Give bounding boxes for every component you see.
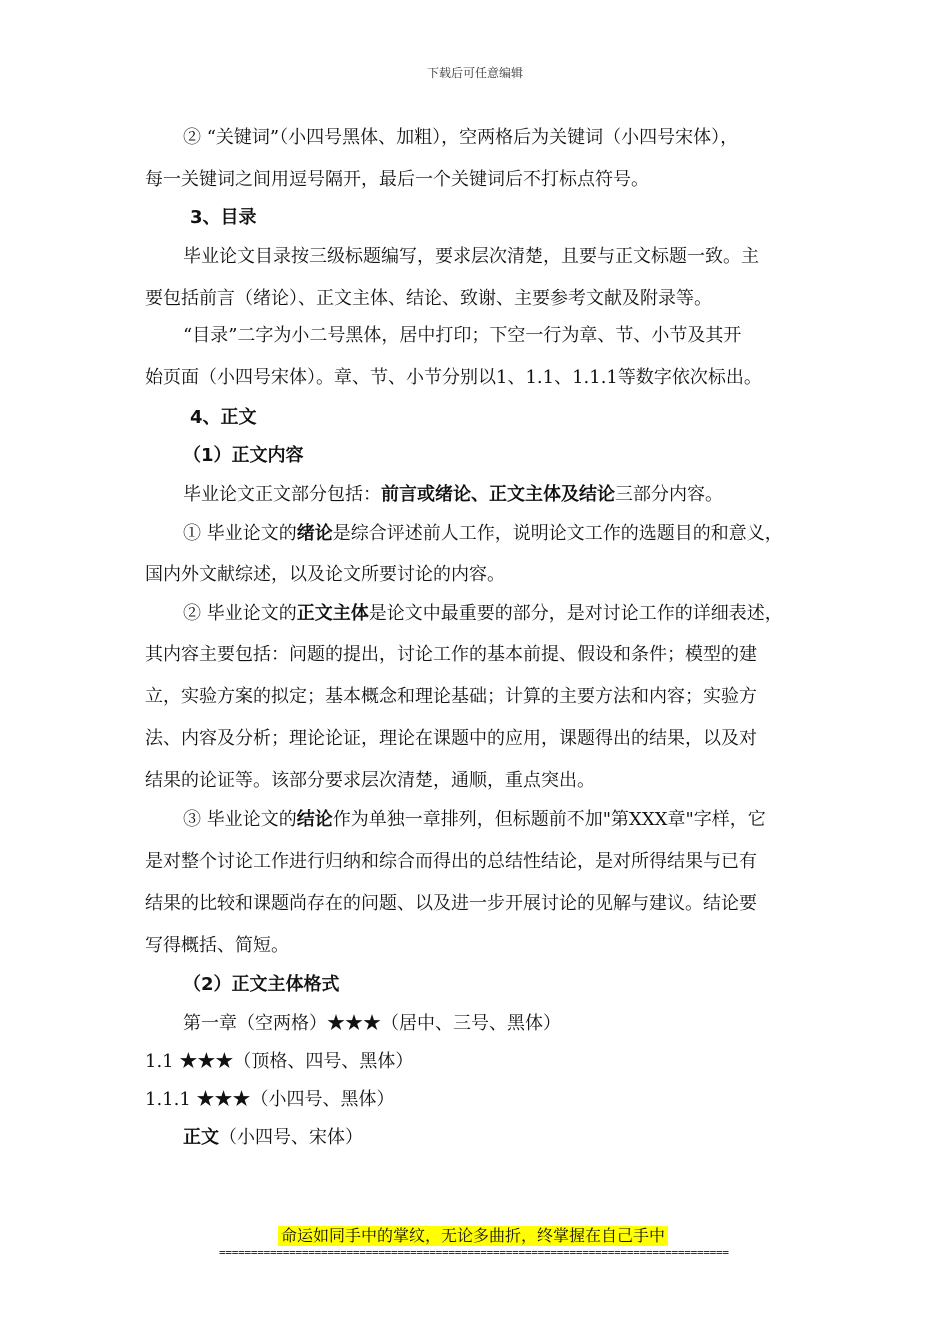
paragraph-line: “目录”二字为小二号黑体，居中打印；下空一行为章、节、小节及其开: [183, 325, 742, 346]
paragraph-line: 要包括前言（绪论）、正文主体、结论、致谢、主要参考文献及附录等。: [145, 288, 712, 309]
footer-motto: 命运如同手中的掌纹，无论多曲折，终掌握在自己手中: [278, 1226, 668, 1246]
bold-text: 结论: [296, 809, 333, 830]
page-header: 下载后可任意编辑: [426, 66, 523, 80]
paragraph-line: ② “关键词”（小四号黑体、加粗），空两格后为关键词（小四号宋体），: [183, 127, 739, 148]
paragraph-line: 1.1 ★★★（顶格、四号、黑体）: [145, 1051, 414, 1072]
paragraph-line: [183, 522, 783, 546]
paragraph-line: 写得概括、简短。: [145, 935, 289, 956]
text-span: 毕业论文正文部分包括：: [183, 484, 381, 505]
paragraph-line: 法、内容及分析；理论论证，理论在课题中的应用，课题得出的结果，以及对: [145, 728, 757, 749]
bold-text: 前言或绪论、正文主体及结论: [381, 484, 615, 505]
text-span: 三部分内容。: [615, 484, 723, 505]
subsection-heading: （1）正文内容: [183, 445, 304, 466]
bold-text: 绪论: [296, 523, 333, 544]
paragraph-line: 其内容主要包括：问题的提出，讨论工作的基本前提、假设和条件；模型的建: [145, 644, 757, 665]
paragraph-line: 始页面（小四号宋体）。章、节、小节分别以1、1.1、1.1.1等数字依次标出。: [145, 367, 762, 388]
bold-text: 正文主体: [296, 603, 369, 624]
text-span: 是论文中最重要的部分，是对讨论工作的详细表述，: [368, 603, 783, 624]
paragraph-line: 结果的论证等。该部分要求层次清楚，通顺，重点突出。: [145, 770, 595, 791]
paragraph-line: 结果的比较和课题尚存在的问题、以及进一步开展讨论的见解与建议。结论要: [145, 893, 757, 914]
paragraph-line: [183, 1126, 363, 1150]
paragraph-line: [183, 808, 766, 832]
section-heading: 3、目录: [190, 207, 257, 228]
subsection-heading: （2）正文主体格式: [183, 974, 340, 995]
text-span: 是综合评述前人工作，说明论文工作的选题目的和意义，: [332, 523, 783, 544]
footer-rule: ================================================================================: [219, 1246, 729, 1259]
text-span: ② 毕业论文的: [183, 603, 297, 624]
bold-text: 正文: [183, 1127, 219, 1148]
paragraph-line: [183, 483, 723, 507]
paragraph-line: 每一关键词之间用逗号隔开，最后一个关键词后不打标点符号。: [145, 169, 649, 190]
paragraph-line: 1.1.1 ★★★（小四号、黑体）: [145, 1089, 395, 1110]
section-heading: 4、正文: [190, 407, 257, 428]
paragraph-line: 国内外文献综述，以及论文所要讨论的内容。: [145, 564, 505, 585]
text-span: ① 毕业论文的: [183, 523, 297, 544]
paragraph-line: [183, 602, 783, 626]
text-span: （小四号、宋体）: [219, 1127, 363, 1148]
text-span: ③ 毕业论文的: [183, 809, 297, 830]
paragraph-line: 毕业论文目录按三级标题编写，要求层次清楚，且要与正文标题一致。主: [183, 246, 759, 267]
text-span: 作为单独一章排列，但标题前不加"第XXX章"字样，它: [332, 809, 766, 830]
paragraph-line: 立，实验方案的拟定；基本概念和理论基础；计算的主要方法和内容；实验方: [145, 686, 757, 707]
paragraph-line: 是对整个讨论工作进行归纳和综合而得出的总结性结论，是对所得结果与已有: [145, 851, 757, 872]
paragraph-line: 第一章（空两格）★★★（居中、三号、黑体）: [183, 1013, 561, 1034]
